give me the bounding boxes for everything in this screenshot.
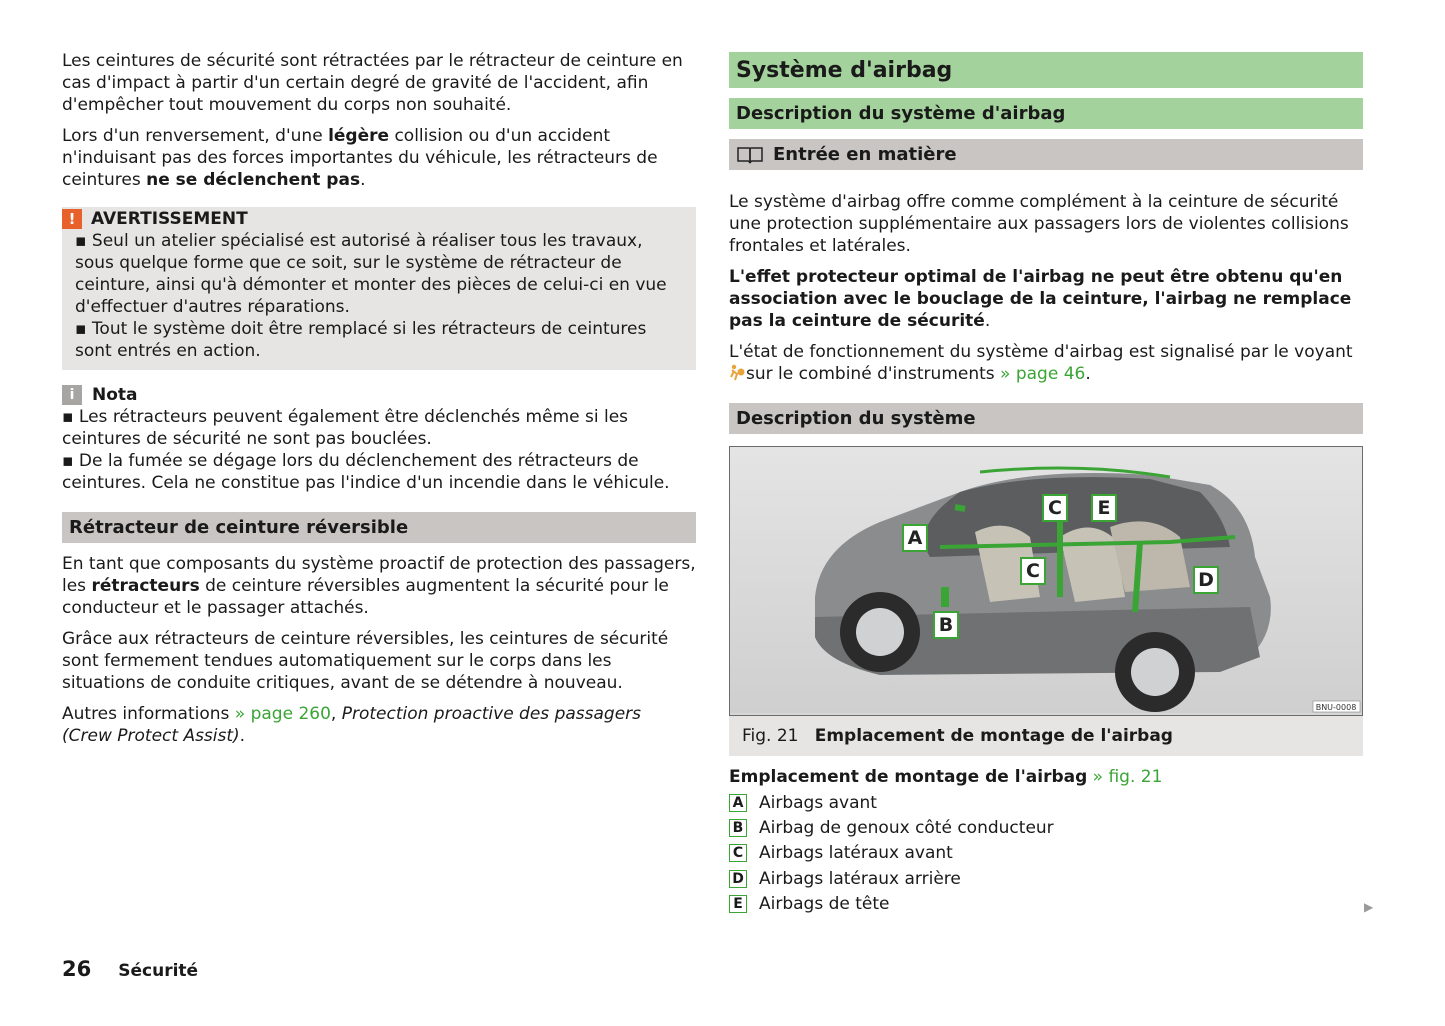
legend-item [729, 815, 1363, 840]
right-column [729, 52, 1363, 917]
nota-item: ▪ De la fumée se dégage lors du déclenchement des rétracteurs de ceintures. Cela ne constitue pas l'indice d'un incendie dans le véhicule. [62, 451, 670, 493]
next-page-arrow-icon[interactable]: ▶ [1364, 900, 1374, 914]
subsection-title: Description du système d'airbag [729, 98, 1363, 129]
legend-key: C [729, 844, 747, 862]
paragraph: L'état de fonctionnement du système d'airbag est signalisé par le voyant sur le combiné d'instruments » page 46. [729, 342, 1353, 384]
page-footer [62, 958, 198, 982]
page-number: 26 [62, 957, 92, 981]
warning-box [62, 207, 696, 370]
warning-header [68, 207, 682, 230]
info-icon: i [62, 385, 82, 405]
warning-icon: ! [62, 209, 82, 229]
book-icon [736, 145, 764, 165]
paragraph: L'effet protecteur optimal de l'airbag ne peut être obtenu qu'en association avec le bouclage de la ceinture, l'airbag ne remplace pas la ceinture de sécurité. [729, 267, 1352, 331]
legend-key: B [729, 819, 747, 837]
callout-c-lower: C [1020, 557, 1046, 585]
nota-title: Nota [92, 385, 138, 405]
left-column [62, 50, 696, 756]
legend-text: Airbag de genoux côté conducteur [759, 818, 1054, 839]
callout-b: B [933, 611, 959, 639]
figure-caption: Fig. 21 Emplacement de montage de l'airbag [729, 716, 1363, 756]
callout-e: E [1091, 494, 1117, 522]
callout-a: A [902, 524, 928, 552]
warning-item: ▪ Seul un atelier spécialisé est autorisé à réaliser tous les travaux, sous quelque forme que ce soit, sur le système de rétracteur de ceinture, ainsi qu'à démonter et monter des pièces de celui-ci en vue d'effectuer d'autres réparations. [75, 231, 667, 317]
paragraph: Les ceintures de sécurité sont rétractées par le rétracteur de ceinture en cas d'impact à partir d'un certain degré de gravité de l'accident, afin d'empêcher tout mouvement du corps non souhaité. [62, 51, 683, 115]
callout-d: D [1193, 566, 1219, 594]
warning-title: AVERTISSEMENT [91, 209, 248, 229]
legend-text: Airbags latéraux arrière [759, 868, 961, 889]
paragraph: Grâce aux rétracteurs de ceinture réversibles, les ceintures de sécurité sont fermement tendues automatiquement sur le corps dans les situations de conduite critiques, avant de se détendre à nouveau. [62, 629, 669, 693]
legend-title: Emplacement de montage de l'airbag » fig. 21 [729, 767, 1163, 787]
page-link[interactable]: » page 46 [1000, 364, 1086, 384]
legend-item [729, 790, 1363, 815]
legend-list [729, 790, 1363, 917]
legend-text: Airbags de tête [759, 894, 890, 915]
figure-code: BNU-0008 [1315, 703, 1357, 712]
legend-text: Airbags avant [759, 792, 877, 813]
paragraph: Le système d'airbag offre comme complément à la ceinture de sécurité une protection supplémentaire aux passagers lors de violentes collisions frontales et latérales. [729, 192, 1349, 256]
warning-item: ▪ Tout le système doit être remplacé si les rétracteurs de ceintures sont entrés en action. [75, 319, 647, 361]
legend-item [729, 841, 1363, 866]
legend-key: D [729, 870, 747, 888]
legend-item [729, 866, 1363, 891]
paragraph: En tant que composants du système proactif de protection des passagers, les rétracteurs de ceinture réversibles augmentent la sécurité pour le conducteur et le passager attachés. [62, 554, 696, 618]
callout-c: C [1042, 494, 1068, 522]
page-link[interactable]: » page 260 [234, 704, 331, 724]
legend-key: E [729, 895, 747, 913]
figure-airbag-car [729, 446, 1363, 716]
footer-section-title: Sécurité [118, 961, 199, 981]
airbag-warning-icon [729, 364, 746, 381]
chapter-title: Système d'airbag [729, 52, 1363, 88]
nota-header [62, 384, 696, 406]
intro-header: Entrée en matière [729, 139, 1363, 170]
section-header: Description du système [729, 403, 1363, 434]
legend-key: A [729, 794, 747, 812]
car-illustration [730, 447, 1362, 713]
legend-text: Airbags latéraux avant [759, 843, 953, 864]
legend-item [729, 892, 1363, 917]
paragraph: Lors d'un renversement, d'une légère collision ou d'un accident n'induisant pas des forces importantes du véhicule, les rétracteurs de ceintures ne se déclenchent pas. [62, 126, 658, 190]
figure-link[interactable]: » fig. 21 [1092, 767, 1163, 787]
section-header: Rétracteur de ceinture réversible [62, 512, 696, 543]
nota-item: ▪ Les rétracteurs peuvent également être déclenchés même si les ceintures de sécurité ne sont pas bouclées. [62, 407, 629, 449]
paragraph: Autres informations » page 260, Protection proactive des passagers (Crew Protect Assist). [62, 704, 642, 746]
